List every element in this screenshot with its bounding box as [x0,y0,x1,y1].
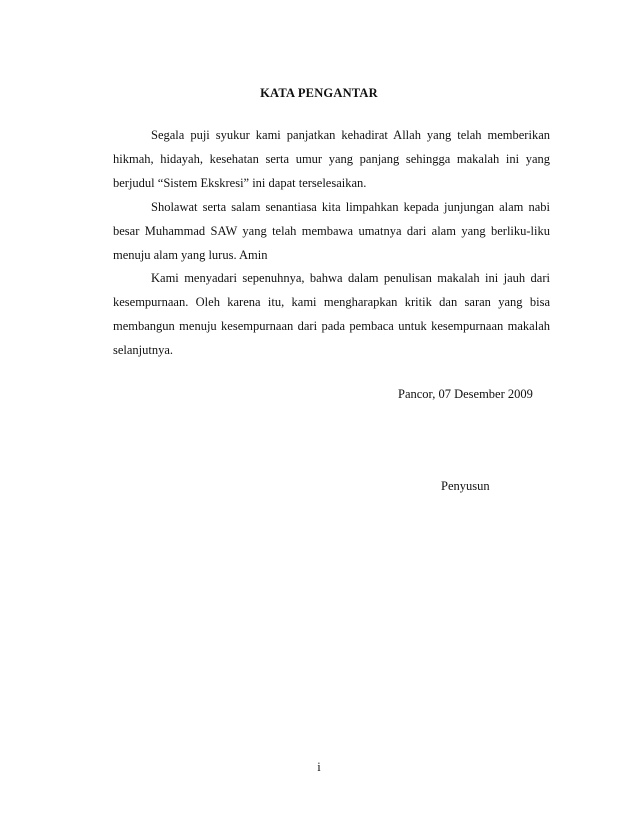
body-text [113,124,550,363]
paragraph-3: Kami menyadari sepenuhnya, bahwa dalam penulisan makalah ini jauh dari kesempurnaan. Oleh karena itu, kami mengharapkan kritik dan saran yang bisa membangun menuju kesempurnaan dari pada pembaca untuk kesempurnaan makalah selanjutnya. [113,271,550,358]
paragraph-2: Sholawat serta salam senantiasa kita limpahkan kepada junjungan alam nabi besar Muhammad SAW yang telah membawa umatnya dari alam yang berliku-liku menuju alam yang lurus. Amin [113,199,550,262]
page-number: i [317,760,321,774]
page-title: KATA PENGANTAR [260,86,378,100]
author-signoff: Penyusun [441,479,490,493]
paragraph-1: Segala puji syukur kami panjatkan kehadirat Allah yang telah memberikan hikmah, hidayah, kesehatan serta umur yang panjang sehingga makalah ini yang berjudul “Sistem Ekskresi” ini dapat terselesaikan. [113,128,550,190]
place-date: Pancor, 07 Desember 2009 [398,387,533,401]
